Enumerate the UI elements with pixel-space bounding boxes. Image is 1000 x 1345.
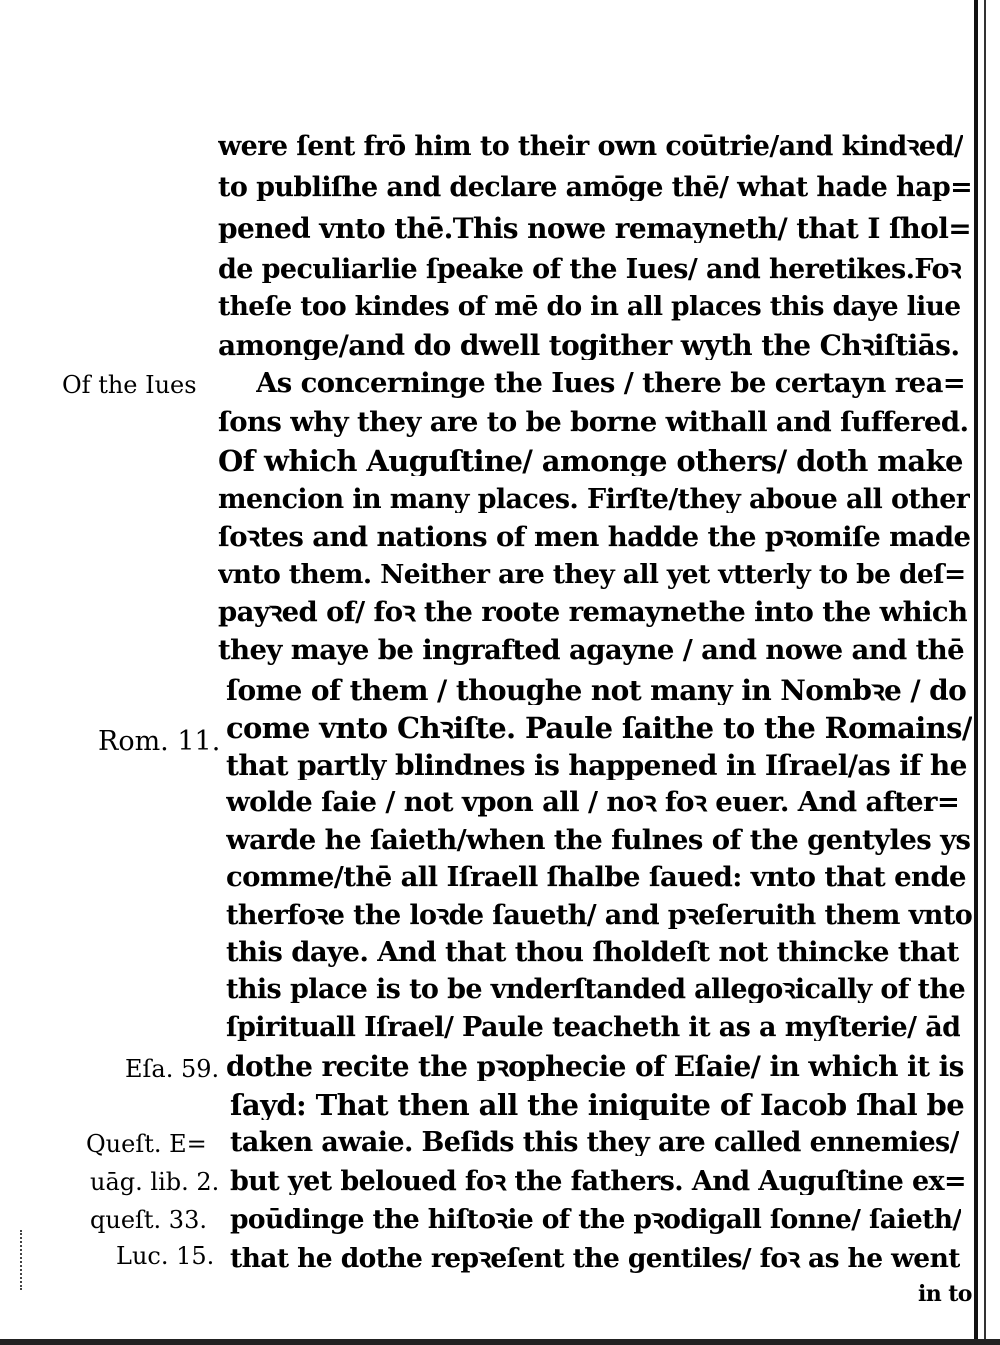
text-line: payꝛed of/ foꝛ the roote remaynethe into the which (218, 599, 968, 627)
text-line: theſe too kindes of mē do in all places this daye liue (218, 294, 961, 321)
text-line: but yet beloued foꝛ the fathers. And Auguſtine ex= (230, 1168, 967, 1195)
text-line: ſayd: That then all the iniquite of Iacob ſhal be (230, 1091, 965, 1120)
text-line: this daye. And that thou ſholdeſt not thincke that (226, 939, 959, 967)
text-line: therfoꝛe the loꝛde ſaueth/ and pꝛeſeruith them vnto (226, 902, 973, 929)
text-line: wolde ſaie / not vpon all / noꝛ foꝛ euer. And after= (226, 789, 960, 817)
margin-note-quest-line1: Queſt. E= (86, 1130, 207, 1158)
margin-note-luc: Luc. 15. (116, 1242, 215, 1270)
text-line: amonge/and do dwell togither wyth the Chꝛiſtiās. (218, 332, 960, 360)
text-line: mencion in many places. Firſte/they aboue all other (218, 486, 970, 513)
text-line: this place is to be vnderſtanded allegoꝛically of the (226, 976, 966, 1003)
text-line: ſons why they are to be borne withall and ſuffered. (218, 409, 969, 437)
text-line: that partly blindnes is happened in Iſrael/as if he (226, 752, 967, 780)
text-line: Of which Auguſtine/ amonge others/ doth make (218, 447, 963, 476)
margin-note-quest-line3: queſt. 33. (90, 1206, 207, 1234)
text-line: pened vnto thē.This nowe remayneth/ that I ſhol= (218, 215, 972, 243)
text-line: de peculiarlie ſpeake of the Iues/ and heretikes.Foꝛ (218, 256, 962, 283)
margin-note-rom: Rom. 11. (98, 726, 221, 757)
text-line: taken awaie. Beſids this they are called ennemies/ (230, 1129, 959, 1156)
text-line: dothe recite the pꝛophecie of Eſaie/ in which it is (226, 1053, 964, 1081)
text-line: comme/thē all Iſraell ſhalbe ſaued: vnto that ende (226, 864, 966, 892)
margin-note-esa: Eſa. 59. (125, 1055, 220, 1083)
text-line: they maye be ingrafted agayne / and nowe and thē (218, 637, 965, 665)
text-line: ſome of them / thoughe not many in Nombꝛe / do (226, 677, 967, 705)
text-line: poūdinge the hiſtoꝛie of the pꝛodigall ſonne/ ſaieth/ (230, 1207, 962, 1234)
margin-note-of-the-iues: Of the Iues (62, 371, 197, 399)
text-line: ſpirituall Iſrael/ Paule teacheth it as a myſterie/ ād (226, 1014, 961, 1041)
text-line: ſoꝛtes and nations of men hadde the pꝛomiſe made (218, 524, 971, 552)
text-line: come vnto Chꝛiſte. Paule ſaithe to the Romains/ (226, 714, 972, 743)
margin-note-quest-line2: uāg. lib. 2. (90, 1168, 220, 1196)
text-line: were ſent frō him to their own coūtrie/and kindꝛed/ (218, 133, 964, 160)
text-line: warde he ſaieth/when the fulnes of the gentyles ys (226, 827, 971, 855)
text-line: that he dothe repꝛeſent the gentiles/ foꝛ as he went (230, 1246, 960, 1273)
text-line: vnto them. Neither are they all yet vtterly to be deſ= (218, 562, 966, 589)
text-line: As concerninge the Iues / there be certayn rea= (256, 370, 966, 398)
catchword: in to (918, 1283, 972, 1305)
text-line: to publiſhe and declare amōge thē/ what hade hap= (218, 174, 973, 201)
